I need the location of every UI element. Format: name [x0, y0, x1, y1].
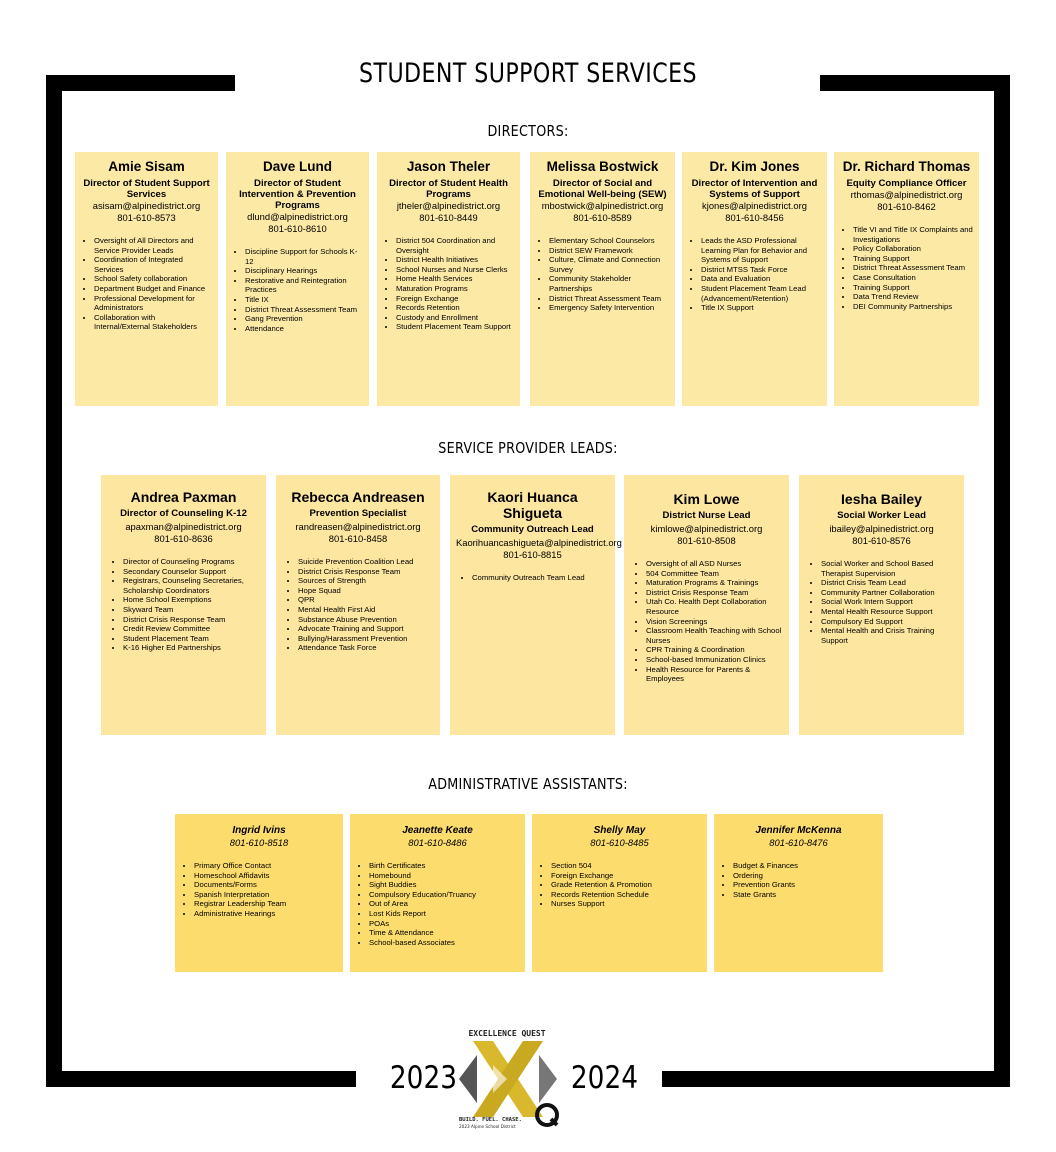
lead-name: Iesha Bailey	[841, 491, 922, 507]
duties-list	[81, 236, 212, 332]
assistant-name: Jennifer McKenna	[755, 825, 842, 836]
assistant-card	[714, 814, 883, 972]
director-name: Dave Lund	[262, 159, 332, 174]
duty-item: • School-based Immunization Clinics	[646, 655, 783, 665]
assistant-name: Jeanette Keate	[402, 825, 473, 836]
director-role: Director of Intervention and Systems of Support	[691, 178, 818, 200]
duty-item: • Homebound	[369, 871, 519, 881]
duty-item: • Custody and Enrollment	[396, 313, 514, 323]
duty-item: • Emergency Safety Intervention	[549, 303, 669, 313]
duty-item: • Records Retention Schedule	[551, 890, 701, 900]
duty-item: • Skyward Team	[123, 605, 260, 615]
duty-item: • Grade Retention & Promotion	[551, 880, 701, 890]
lead-name: Rebecca Andreasen	[291, 489, 425, 505]
xq-logo-icon	[453, 1025, 561, 1133]
duties-list	[536, 236, 669, 313]
duty-item: • Classroom Health Teaching with School Nurses	[646, 626, 783, 645]
director-name: Jason Theler	[406, 159, 491, 174]
duty-item: • Director of Counseling Programs	[123, 557, 260, 567]
duty-item: • Training Support	[853, 283, 973, 293]
duty-item: • School-based Associates	[369, 938, 519, 948]
duty-item: • Foreign Exchange	[551, 871, 701, 881]
duty-item: • Foreign Exchange	[396, 294, 514, 304]
excellence-quest-logo	[453, 1025, 561, 1133]
duty-item: • Maturation Programs	[396, 284, 514, 294]
duty-item: • Section 504	[551, 861, 701, 871]
duty-item: • Student Placement Team Lead (Advancement/Retention)	[701, 284, 821, 303]
duty-item: • Social Worker and School Based Therapist Supervision	[821, 559, 958, 578]
duty-item: • Vision Screenings	[646, 617, 783, 627]
duty-item: • Collaboration with Internal/External Stakeholders	[94, 313, 212, 332]
lead-role: District Nurse Lead	[662, 510, 751, 521]
assistant-card	[350, 814, 525, 972]
duty-item: • Documents/Forms	[194, 880, 337, 890]
duty-item: • Substance Abuse Prevention	[298, 615, 434, 625]
duty-item: • Title IX	[245, 295, 363, 305]
duty-item: • School Safety collaboration	[94, 274, 212, 284]
duty-item: • Community Outreach Team Lead	[472, 573, 609, 583]
director-name: Dr. Kim Jones	[709, 159, 800, 174]
director-phone: 801-610-8449	[419, 212, 478, 223]
lead-email[interactable]: kimlowe@alpinedistrict.org	[650, 523, 763, 534]
duty-item: • District Crisis Response Team	[298, 567, 434, 577]
lead-phone: 801-610-8458	[328, 533, 388, 544]
duty-item: • Social Work Intern Support	[821, 597, 958, 607]
lead-email[interactable]: ibailey@alpinedistrict.org	[829, 523, 934, 534]
duty-item: • School Nurses and Nurse Clerks	[396, 265, 514, 275]
duty-item: • Case Consultation	[853, 273, 973, 283]
duty-item: • District MTSS Task Force	[701, 265, 821, 275]
director-card	[75, 152, 218, 406]
duty-item: • Out of Area	[369, 899, 519, 909]
duty-item: • Disciplinary Hearings	[245, 266, 363, 276]
director-email[interactable]: mbostwick@alpinedistrict.org	[541, 200, 664, 211]
duty-item: • Secondary Counselor Support	[123, 567, 260, 577]
duty-item: • Compulsory Education/Truancy	[369, 890, 519, 900]
frame-bottom-left	[46, 1071, 356, 1087]
duty-item: • Time & Attendance	[369, 928, 519, 938]
assistant-name: Shelly May	[593, 825, 646, 836]
duties-list	[805, 559, 958, 645]
assistants-heading: ADMINISTRATIVE ASSISTANTS:	[428, 775, 628, 793]
assistant-phone: 801-610-8485	[590, 837, 649, 848]
lead-role: Community Outreach Lead	[471, 524, 594, 535]
lead-card	[799, 475, 964, 735]
duty-item: • District SEW Framework	[549, 246, 669, 256]
director-phone: 801-610-8589	[573, 212, 632, 223]
director-email[interactable]: dlund@alpinedistrict.org	[247, 211, 348, 222]
director-card	[530, 152, 675, 406]
director-card	[377, 152, 520, 406]
director-phone: 801-610-8456	[725, 212, 784, 223]
duty-item: • District Threat Assessment Team	[245, 305, 363, 315]
leads-heading: SERVICE PROVIDER LEADS:	[438, 439, 618, 457]
duty-item: • Nurses Support	[551, 899, 701, 909]
duty-item: • K-16 Higher Ed Partnerships	[123, 643, 260, 653]
director-phone: 801-610-8462	[877, 201, 936, 212]
duty-item: • Credit Review Committee	[123, 624, 260, 634]
director-name: Dr. Richard Thomas	[842, 159, 971, 174]
duty-item: • Elementary School Counselors	[549, 236, 669, 246]
logo-top-text: EXCELLENCE QUEST	[468, 1029, 546, 1038]
duty-item: • Title IX Support	[701, 303, 821, 313]
duties-list	[383, 236, 514, 332]
duty-item: • Training Support	[853, 254, 973, 264]
duty-item: • Professional Development for Administrators	[94, 294, 212, 313]
duties-list	[356, 861, 519, 947]
director-card	[682, 152, 827, 406]
duty-item: • Mental Health and Crisis Training Support	[821, 626, 958, 645]
logo-tagline: BUILD. FUEL. CHASE.	[459, 1117, 522, 1123]
duty-item: • Registrar Leadership Team	[194, 899, 337, 909]
director-card	[834, 152, 979, 406]
year-end: 2024	[570, 1060, 638, 1096]
lead-phone: 801-610-8636	[154, 533, 213, 544]
duty-item: • Community Stakeholder Partnerships	[549, 274, 669, 293]
duties-list	[630, 559, 783, 684]
duties-list	[538, 861, 701, 909]
director-name: Melissa Bostwick	[546, 159, 659, 174]
duty-item: • Home Health Services	[396, 274, 514, 284]
duty-item: • Budget & Finances	[733, 861, 877, 871]
duty-item: • District Crisis Response Team	[123, 615, 260, 625]
assistant-phone: 801-610-8486	[408, 837, 467, 848]
duty-item: • State Grants	[733, 890, 877, 900]
duty-item: • Sight Buddies	[369, 880, 519, 890]
page-title: STUDENT SUPPORT SERVICES	[359, 58, 697, 89]
duty-item: • District Crisis Team Lead	[821, 578, 958, 588]
frame-left	[46, 75, 62, 1087]
lead-card	[101, 475, 266, 735]
duty-item: • Records Retention	[396, 303, 514, 313]
director-role: Director of Student Intervention & Prevention Programs	[239, 178, 356, 211]
duties-list	[720, 861, 877, 899]
duty-item: • Attendance	[245, 324, 363, 334]
duty-item: • Department Budget and Finance	[94, 284, 212, 294]
director-email[interactable]: jtheler@alpinedistrict.org	[396, 200, 501, 211]
duty-item: • Attendance Task Force	[298, 643, 434, 653]
lead-card	[624, 475, 789, 735]
directors-heading: DIRECTORS:	[487, 122, 569, 140]
duty-item: • Policy Collaboration	[853, 244, 973, 254]
director-name: Amie Sisam	[108, 159, 185, 174]
duty-item: • Lost Kids Report	[369, 909, 519, 919]
lead-name: Kaori Huanca Shigueta	[487, 489, 578, 521]
duty-item: • District Threat Assessment Team	[853, 263, 973, 273]
duties-list	[107, 557, 260, 653]
duty-item: • Discipline Support for Schools K-12	[245, 247, 363, 266]
lead-email[interactable]: randreasen@alpinedistrict.org	[295, 521, 421, 532]
duty-item: • Maturation Programs & Trainings	[646, 578, 783, 588]
duty-item: • District 504 Coordination and Oversight	[396, 236, 514, 255]
duty-item: • Oversight of all ASD Nurses	[646, 559, 783, 569]
duty-item: • Prevention Grants	[733, 880, 877, 890]
duties-list	[840, 225, 973, 311]
duty-item: • Utah Co. Health Dept Collaboration Resource	[646, 597, 783, 616]
duties-list	[688, 236, 821, 313]
assistant-card	[175, 814, 343, 972]
lead-phone: 801-610-8815	[503, 549, 562, 560]
director-phone: 801-610-8610	[268, 223, 327, 234]
director-role: Director of Student Health Programs	[389, 178, 508, 200]
duty-item: • Bullying/Harassment Prevention	[298, 634, 434, 644]
director-email[interactable]: rthomas@alpinedistrict.org	[850, 189, 963, 200]
duties-list	[282, 557, 434, 653]
assistant-card	[532, 814, 707, 972]
lead-role: Social Worker Lead	[837, 510, 926, 521]
duty-item: • Leads the ASD Professional Learning Plan for Behavior and Systems of Support	[701, 236, 821, 265]
duty-item: • Mental Health Resource Support	[821, 607, 958, 617]
duty-item: • District Threat Assessment Team	[549, 294, 669, 304]
duty-item: • Advocate Training and Support	[298, 624, 434, 634]
duty-item: • Compulsory Ed Support	[821, 617, 958, 627]
lead-name: Andrea Paxman	[130, 489, 237, 505]
lead-phone: 801-610-8508	[677, 535, 736, 546]
duties-list	[232, 247, 363, 333]
duty-item: • Community Partner Collaboration	[821, 588, 958, 598]
duty-item: • POAs	[369, 919, 519, 929]
duty-item: • Sources of Strength	[298, 576, 434, 586]
lead-card	[276, 475, 440, 735]
assistant-phone: 801-610-8476	[769, 837, 828, 848]
duty-item: • Data and Evaluation	[701, 274, 821, 284]
year-start: 2023	[389, 1060, 457, 1096]
director-card	[226, 152, 369, 406]
duty-item: • Suicide Prevention Coalition Lead	[298, 557, 434, 567]
duty-item: • Administrative Hearings	[194, 909, 337, 919]
duty-item: • Ordering	[733, 871, 877, 881]
duty-item: • CPR Training & Coordination	[646, 645, 783, 655]
duty-item: • Registrars, Counseling Secretaries, Scholarship Coordinators	[123, 576, 260, 595]
duty-item: • Gang Prevention	[245, 314, 363, 324]
duty-item: • Health Resource for Parents & Employees	[646, 665, 783, 684]
duty-item: • Oversight of All Directors and Service Provider Leads	[94, 236, 212, 255]
duty-item: • Coordination of Integrated Services	[94, 255, 212, 274]
lead-card	[450, 475, 622, 735]
duty-item: • Student Placement Team Support	[396, 322, 514, 332]
duty-item: • Hope Squad	[298, 586, 434, 596]
director-email[interactable]: asisam@alpinedistrict.org	[92, 200, 201, 211]
director-email[interactable]: kjones@alpinedistrict.org	[702, 200, 807, 211]
duty-item: • Spanish Interpretation	[194, 890, 337, 900]
frame-bottom-right	[662, 1071, 1010, 1087]
lead-name: Kim Lowe	[673, 491, 740, 507]
logo-subtext: 2023 Alpine School District	[459, 1124, 516, 1129]
duty-item: • Culture, Climate and Connection Survey	[549, 255, 669, 274]
lead-email[interactable]: Kaorihuancashigueta@alpinedistrict.org	[456, 537, 622, 548]
duty-item: • Primary Office Contact	[194, 861, 337, 871]
duty-item: • Mental Health First Aid	[298, 605, 434, 615]
lead-role: Prevention Specialist	[309, 508, 407, 519]
duty-item: • Home School Exemptions	[123, 595, 260, 605]
duty-item: • Birth Certificates	[369, 861, 519, 871]
lead-phone: 801-610-8576	[852, 535, 911, 546]
duty-item: • District Crisis Response Team	[646, 588, 783, 598]
duty-item: • Data Trend Review	[853, 292, 973, 302]
director-phone: 801-610-8573	[117, 212, 176, 223]
duty-item: • 504 Committee Team	[646, 569, 783, 579]
duty-item: • District Health Initiatives	[396, 255, 514, 265]
duty-item: • Homeschool Affidavits	[194, 871, 337, 881]
duties-list	[181, 861, 337, 919]
duty-item: • Student Placement Team	[123, 634, 260, 644]
lead-role: Director of Counseling K-12	[120, 508, 247, 519]
duty-item: • DEI Community Partnerships	[853, 302, 973, 312]
assistant-name: Ingrid Ivins	[232, 825, 286, 836]
director-role: Director of Student Support Services	[83, 178, 210, 200]
assistant-phone: 801-610-8518	[229, 837, 289, 848]
duty-item: • QPR	[298, 595, 434, 605]
duty-item: • Title VI and Title IX Complaints and Investigations	[853, 225, 973, 244]
director-role: Director of Social and Emotional Well-being (SEW)	[538, 178, 667, 200]
lead-email[interactable]: apaxman@alpinedistrict.org	[125, 521, 242, 532]
duties-list	[456, 573, 609, 583]
director-role: Equity Compliance Officer	[846, 178, 967, 189]
frame-right	[994, 75, 1010, 1087]
duty-item: • Restorative and Reintegration Practices	[245, 276, 363, 295]
